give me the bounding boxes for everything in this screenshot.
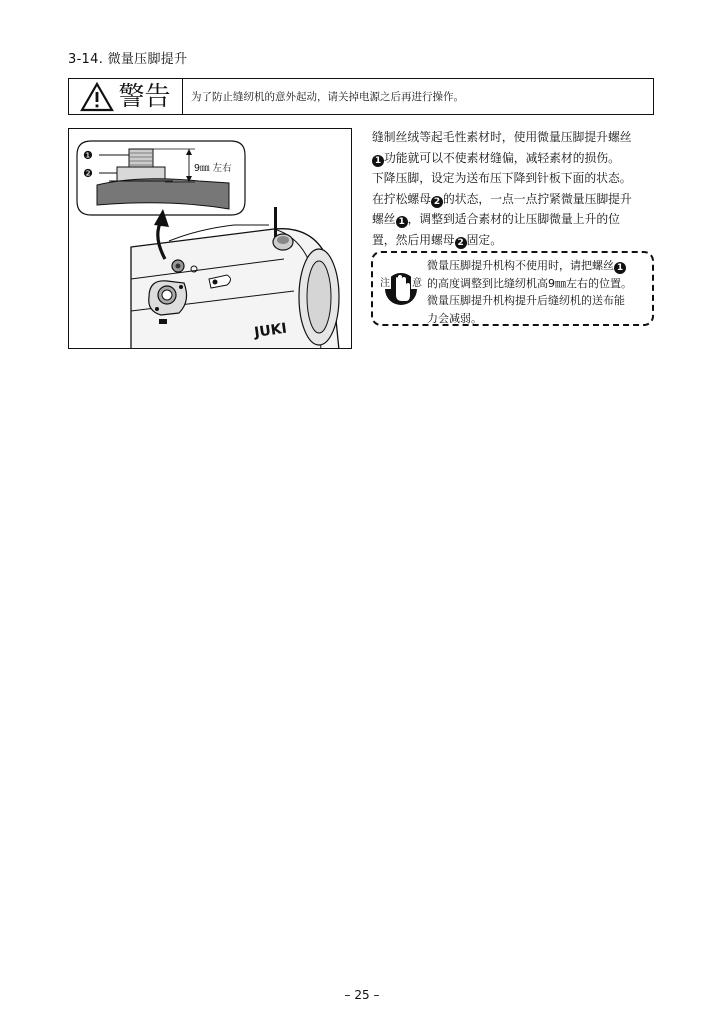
callout-number: 1 <box>396 216 408 228</box>
callout-number: 1 <box>614 262 626 274</box>
brand-logo: JUKI <box>253 320 288 341</box>
instruction-line-4 <box>372 189 658 210</box>
caution-line-4: 力会减弱。 <box>427 311 482 325</box>
instruction-line-6 <box>372 230 658 251</box>
instruction-line-2 <box>372 148 658 169</box>
dimension-label: 9㎜ 左右 <box>194 163 232 174</box>
caution-box <box>371 251 654 326</box>
caution-line-1 <box>427 257 653 275</box>
instruction-line-1 <box>372 127 658 148</box>
text-segment: 固定。 <box>466 232 502 247</box>
caution-line-3: 微量压脚提升机构提升后缝纫机的送布能 <box>427 294 625 307</box>
machine-illustration <box>68 128 352 349</box>
instruction-line-3 <box>372 168 658 189</box>
text-segment: 微量压脚提升机构不使用时，请把螺丝 <box>427 259 614 272</box>
callout-number: 2 <box>455 237 467 249</box>
caution-hand-icon <box>379 265 423 309</box>
presser-foot-lift-diagram <box>69 129 352 349</box>
warning-header <box>69 79 183 114</box>
warning-triangle-icon <box>80 82 114 112</box>
text-segment: 下降压脚，设定为送布压下降到针板下面的状态。 <box>372 171 632 186</box>
text-segment: 在拧松螺母 <box>372 191 431 206</box>
caution-label-2: 意 <box>412 278 422 289</box>
caution-text <box>427 257 653 327</box>
callout-number: 1 <box>372 155 384 167</box>
callout-1: ❶ <box>83 149 93 162</box>
warning-label: 警告 <box>118 81 171 112</box>
callout-number: 2 <box>431 196 443 208</box>
section-heading: 微量压脚提升 <box>107 52 188 67</box>
section-title <box>68 48 187 67</box>
text-segment: 置，然后用螺母 <box>372 232 455 247</box>
text-segment: 缝制丝绒等起毛性素材时，使用微量压脚提升螺丝 <box>372 130 632 144</box>
text-segment: 螺丝 <box>372 212 396 227</box>
caution-line-2: 的高度调整到比缝纫机高9㎜左右的位置。 <box>427 276 632 290</box>
section-number: 3-14. <box>68 52 104 67</box>
warning-message: 为了防止缝纫机的意外起动，请关掉电源之后再进行操作。 <box>191 91 464 103</box>
caution-label-1: 注 <box>380 278 390 289</box>
instruction-line-5 <box>372 209 658 230</box>
instruction-text <box>372 127 658 251</box>
warning-box <box>68 78 654 115</box>
text-segment: 的状态，一点一点拧紧微量压脚提升 <box>443 191 632 206</box>
text-segment: 功能就可以不使素材缝偏，减轻素材的损伤。 <box>384 150 620 165</box>
page-number: – 25 – <box>344 988 380 1002</box>
callout-2: ❷ <box>83 167 93 180</box>
text-segment: ，调整到适合素材的让压脚微量上升的位 <box>407 212 620 227</box>
